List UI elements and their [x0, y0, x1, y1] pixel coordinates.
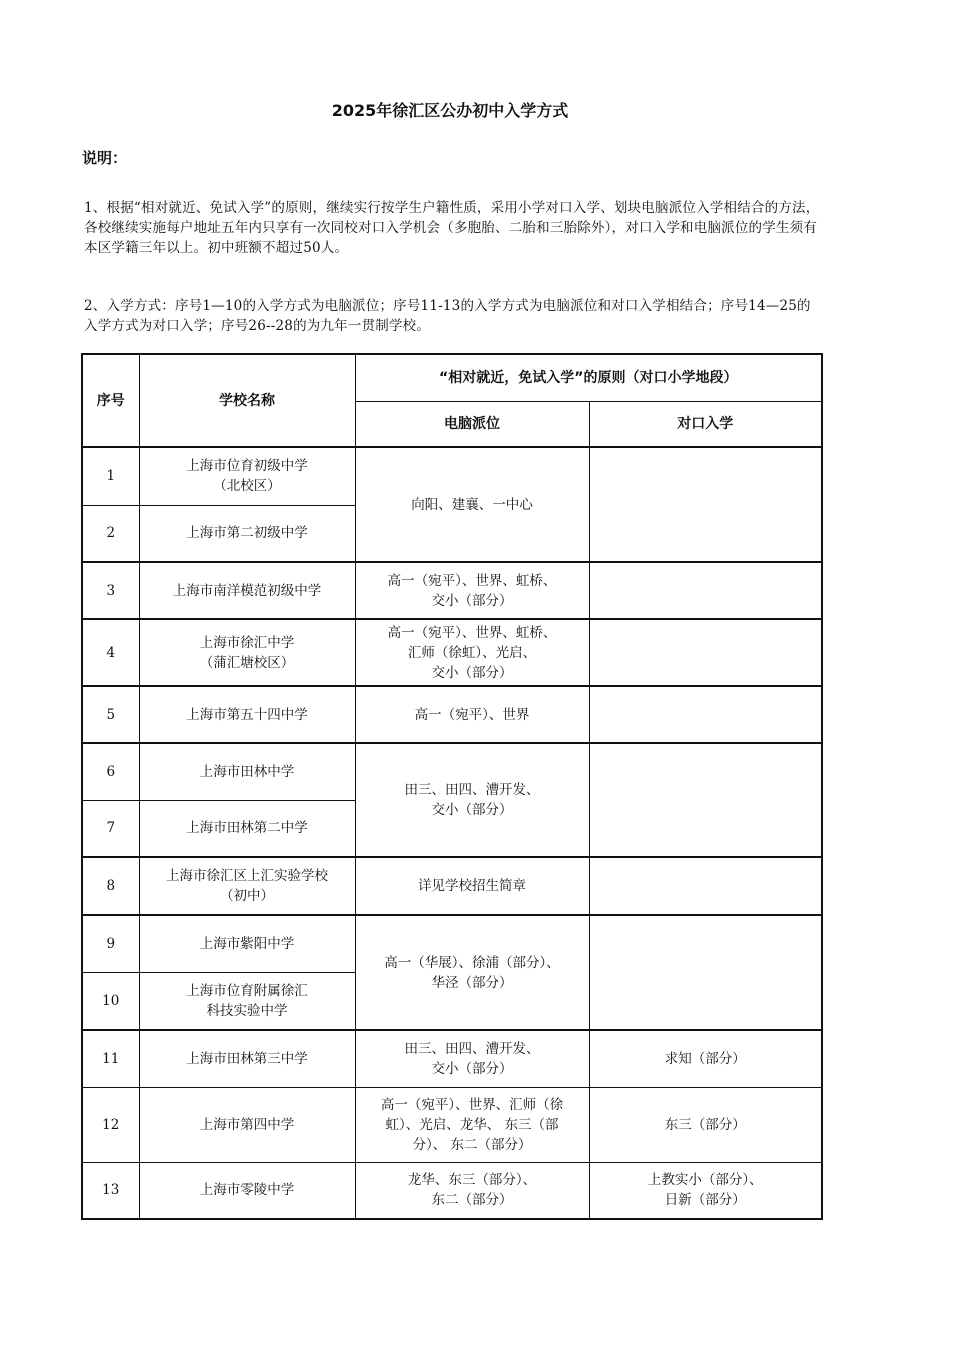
- header-lottery: 电脑派位: [355, 401, 589, 447]
- document-title: 2025年徐汇区公办初中入学方式: [331, 101, 569, 120]
- school-admission-table: [81, 353, 823, 1220]
- direct-cell: 上教实小（部分）、 日新（部分）: [589, 1162, 822, 1219]
- lottery-cell: 向阳、建襄、一中心: [355, 447, 589, 562]
- school-name: 上海市零陵中学: [139, 1162, 355, 1219]
- row-number: 8: [82, 857, 139, 915]
- lottery-cell: 田三、田四、漕开发、 交小（部分）: [355, 743, 589, 857]
- lottery-cell: 高一（宛平）、世界、虹桥、 交小（部分）: [355, 562, 589, 619]
- direct-cell: 东三（部分）: [589, 1087, 822, 1162]
- lottery-cell: 详见学校招生简章: [355, 857, 589, 915]
- header-school: 学校名称: [139, 354, 355, 447]
- school-name: 上海市紫阳中学: [139, 915, 355, 972]
- header-direct: 对口入学: [589, 401, 822, 447]
- row-number: 7: [82, 800, 139, 857]
- note-paragraph-1: 1、根据“相对就近、免试入学”的原则，继续实行按学生户籍性质，采用小学对口入学、划块电脑派位入学相结合的方法，各校继续实施每户地址五年内只享有一次同校对口入学机会（多胞胎、二胎和三胎除外），对口入学和电脑派位的学生须有本区学籍三年以上。初中班额不超过50人。: [84, 200, 820, 256]
- school-name: 上海市位育初级中学 （北校区）: [139, 447, 355, 505]
- school-name: 上海市田林第三中学: [139, 1030, 355, 1087]
- row-number: 2: [82, 505, 139, 562]
- lottery-cell: 高一（宛平）、世界、汇师（徐 虹）、光启、龙华、 东三（部 分）、 东二（部分）: [355, 1087, 589, 1162]
- school-name: 上海市徐汇中学 （蒲汇塘校区）: [139, 619, 355, 686]
- row-number: 11: [82, 1030, 139, 1087]
- direct-cell: 求知（部分）: [589, 1030, 822, 1087]
- lottery-cell: 高一（宛平）、世界: [355, 686, 589, 743]
- header-principle: “相对就近，免试入学”的原则（对口小学地段）: [355, 354, 822, 401]
- direct-cell: [589, 915, 822, 1030]
- school-name: 上海市第四中学: [139, 1087, 355, 1162]
- school-name: 上海市田林中学: [139, 743, 355, 800]
- lottery-cell: 高一（华展）、徐浦（部分）、 华泾（部分）: [355, 915, 589, 1030]
- row-number: 5: [82, 686, 139, 743]
- row-number: 4: [82, 619, 139, 686]
- direct-cell: [589, 447, 822, 562]
- lottery-cell: 高一（宛平）、世界、虹桥、 汇师（徐虹）、光启、 交小（部分）: [355, 619, 589, 686]
- notes-heading: 说明：: [82, 149, 128, 167]
- row-number: 9: [82, 915, 139, 972]
- lottery-cell: 田三、田四、漕开发、 交小（部分）: [355, 1030, 589, 1087]
- school-name: 上海市徐汇区上汇实验学校 （初中）: [139, 857, 355, 915]
- school-name: 上海市第二初级中学: [139, 505, 355, 562]
- school-name: 上海市第五十四中学: [139, 686, 355, 743]
- row-number: 10: [82, 972, 139, 1030]
- direct-cell: [589, 743, 822, 857]
- direct-cell: [589, 857, 822, 915]
- direct-cell: [589, 619, 822, 686]
- school-name: 上海市位育附属徐汇 科技实验中学: [139, 972, 355, 1030]
- direct-cell: [589, 686, 822, 743]
- note-paragraph-2: 2、入学方式：序号1—10的入学方式为电脑派位；序号11-13的入学方式为电脑派位和对口入学相结合；序号14—25的入学方式为对口入学；序号26--28的为九年一贯制学校。: [84, 298, 811, 334]
- school-name: 上海市田林第二中学: [139, 800, 355, 857]
- row-number: 3: [82, 562, 139, 619]
- direct-cell: [589, 562, 822, 619]
- header-no: 序号: [82, 354, 139, 447]
- lottery-cell: 龙华、东三（部分）、 东二（部分）: [355, 1162, 589, 1219]
- school-name: 上海市南洋模范初级中学: [139, 562, 355, 619]
- row-number: 1: [82, 447, 139, 505]
- row-number: 12: [82, 1087, 139, 1162]
- row-number: 6: [82, 743, 139, 800]
- row-number: 13: [82, 1162, 139, 1219]
